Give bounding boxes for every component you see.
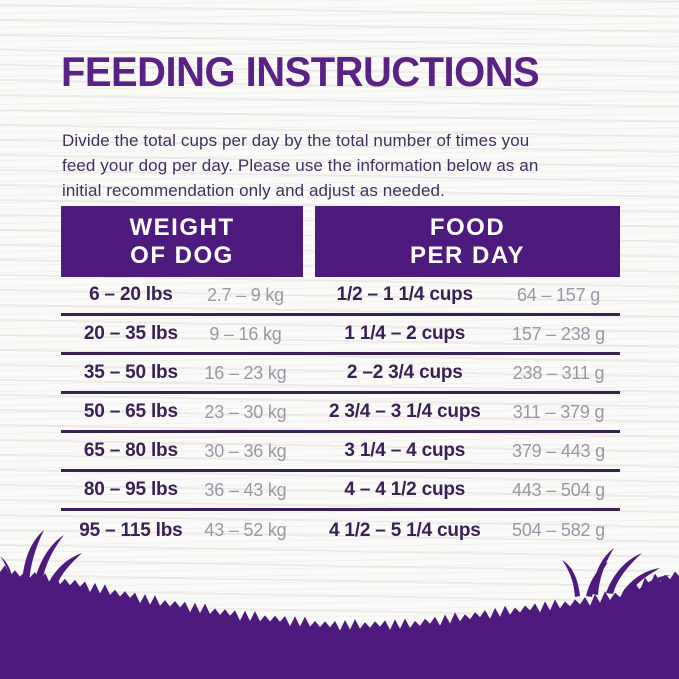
food-cups-cell: 3 1/4 – 4 cups	[344, 440, 466, 461]
food-grams-cell: 443 – 504 g	[512, 479, 605, 500]
intro-text	[62, 128, 538, 203]
weight-lbs-cell: 80 – 95 lbs	[83, 479, 178, 500]
table-row	[61, 433, 620, 472]
intro-line: feed your dog per day. Please use the information below as an	[62, 156, 539, 175]
weight-header-line1: WEIGHT	[129, 213, 235, 241]
weight-of-dog-header	[61, 206, 303, 277]
food-grams-cell: 157 – 238 g	[512, 323, 605, 344]
weight-lbs-cell: 6 – 20 lbs	[89, 284, 173, 305]
table-row	[61, 472, 620, 511]
weight-lbs-cell: 95 – 115 lbs	[79, 519, 183, 541]
food-grams-cell: 504 – 582 g	[512, 520, 605, 540]
food-header-line1: FOOD	[429, 213, 506, 241]
weight-kg-cell: 23 – 30 kg	[204, 401, 287, 422]
weight-lbs-cell: 65 – 80 lbs	[83, 440, 178, 461]
weight-kg-cell: 36 – 43 kg	[204, 479, 287, 500]
page-title: FEEDING INSTRUCTIONS	[61, 48, 540, 95]
food-grams-cell: 311 – 379 g	[512, 401, 605, 422]
intro-line: initial recommendation only and adjust as needed.	[62, 181, 445, 200]
weight-lbs-cell: 50 – 65 lbs	[83, 401, 178, 422]
weight-header-line2: OF DOG	[130, 241, 234, 269]
food-cups-cell: 2 3/4 – 3 1/4 cups	[328, 401, 481, 422]
food-header-line2: PER DAY	[410, 241, 525, 269]
weight-kg-cell: 30 – 36 kg	[204, 440, 287, 461]
weight-kg-cell: 16 – 23 kg	[204, 362, 287, 383]
food-per-day-header	[315, 206, 620, 277]
table-header	[61, 206, 620, 277]
food-cups-cell: 2 –2 3/4 cups	[346, 362, 463, 383]
table-row	[61, 394, 620, 433]
food-grams-cell: 379 – 443 g	[512, 440, 605, 461]
food-cups-cell: 4 – 4 1/2 cups	[344, 479, 466, 500]
food-cups-cell: 1 1/4 – 2 cups	[344, 323, 466, 344]
food-grams-cell: 64 – 157 g	[516, 284, 601, 305]
table-row	[61, 316, 620, 355]
weight-kg-cell: 2.7 – 9 kg	[206, 284, 284, 305]
food-cups-cell: 4 1/2 – 5 1/4 cups	[328, 519, 481, 541]
intro-line: Divide the total cups per day by the total number of times you	[62, 131, 530, 150]
food-cups-cell: 1/2 – 1 1/4 cups	[336, 284, 473, 305]
grass-blade	[562, 560, 580, 597]
food-grams-cell: 238 – 311 g	[512, 362, 605, 383]
weight-lbs-cell: 20 – 35 lbs	[83, 323, 178, 344]
weight-kg-cell: 43 – 52 kg	[204, 520, 287, 540]
table-row	[61, 277, 620, 316]
feeding-table	[61, 277, 620, 550]
weight-kg-cell: 9 – 16 kg	[209, 323, 282, 344]
grass-silhouette	[0, 520, 679, 679]
weight-lbs-cell: 35 – 50 lbs	[83, 362, 178, 383]
table-row	[61, 355, 620, 394]
